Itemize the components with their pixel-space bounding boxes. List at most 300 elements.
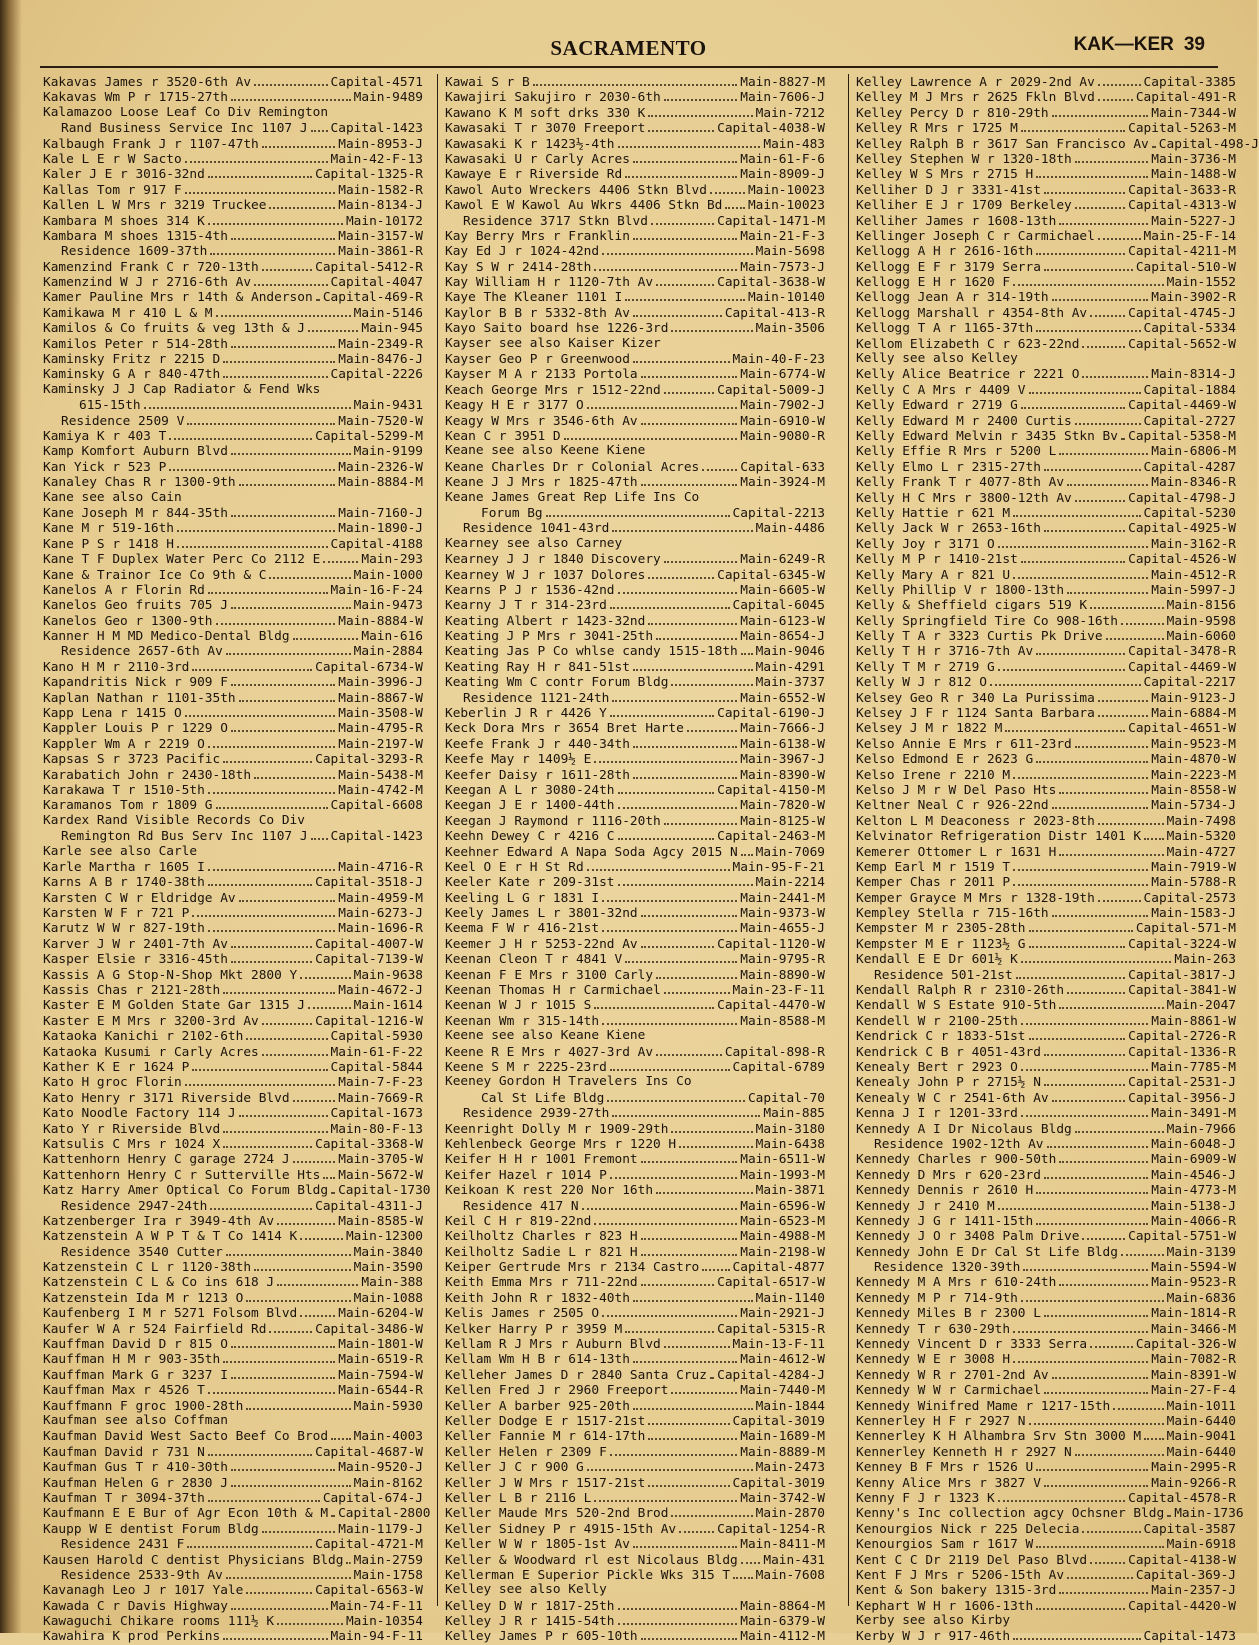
listing-phone: Main-2047 — [1166, 998, 1236, 1014]
listing-entry — [856, 1398, 1236, 1413]
dot-leader — [323, 551, 358, 563]
dot-leader — [187, 413, 335, 425]
dot-leader — [169, 459, 335, 471]
listing-phone: Main-6605-W — [740, 582, 825, 598]
listing-name: Kenny Alice Mrs r 3827 V — [856, 1475, 1041, 1491]
listing-entry — [856, 105, 1236, 120]
dot-leader — [169, 428, 312, 440]
listing-entry — [43, 182, 423, 197]
dot-leader — [1044, 259, 1133, 271]
listing-entry — [445, 920, 825, 935]
listing-name: Keikoan K rest 220 Nor 16th — [445, 1183, 654, 1199]
book-binding-edge — [0, 0, 22, 1633]
dot-leader — [1075, 197, 1125, 209]
listing-entry — [445, 936, 825, 951]
dot-leader — [1036, 1213, 1148, 1225]
listing-phone: Capital-70 — [747, 1090, 825, 1106]
dot-leader — [185, 182, 336, 194]
dot-leader — [1052, 797, 1149, 809]
listing-phone: Capital-3633-R — [1128, 182, 1236, 198]
listing-phone: Main-27-F-4 — [1151, 1383, 1236, 1399]
listing-entry — [445, 259, 825, 274]
dot-leader — [231, 1336, 335, 1348]
header-rule — [40, 66, 1218, 68]
listing-phone: Main-2759 — [353, 1552, 423, 1568]
listing-name: Keane Charles Dr r Colonial Acres — [445, 459, 700, 475]
listing-entry — [856, 474, 1236, 489]
listing-phone: Main-3508-W — [338, 706, 423, 722]
listing-entry — [43, 474, 423, 489]
listing-entry — [43, 997, 423, 1012]
listing-name: Kerby W J r 917-46th — [856, 1629, 1011, 1645]
listing-name: Kayser see also Kaiser Kizer — [445, 335, 661, 351]
listing-name: Kakavas James r 3520-6th Av — [43, 75, 252, 90]
listing-entry — [445, 182, 825, 197]
listing-entry — [445, 351, 825, 366]
listing-entry — [445, 336, 825, 351]
listing-name: Kearney see also Carney — [445, 535, 623, 551]
listing-entry — [856, 382, 1236, 397]
listing-phone: Main-3902-R — [1151, 290, 1236, 306]
dot-leader — [1121, 1244, 1164, 1256]
dot-leader — [1075, 736, 1149, 748]
listing-name: Kelly Edward r 2719 G — [856, 398, 1018, 414]
listing-entry — [43, 551, 423, 566]
listing-phone: Capital-1336-R — [1128, 1044, 1236, 1060]
listing-name: Kendrick C B r 4051-43rd — [856, 1044, 1041, 1060]
dot-leader — [216, 305, 351, 317]
listing-name: Kay S W r 2414-28th — [445, 259, 592, 275]
listing-name: Kamiya K r 403 T — [43, 428, 167, 444]
dot-leader — [144, 397, 351, 409]
listing-entry — [856, 89, 1236, 104]
listing-phone: Capital-4687-W — [315, 1444, 423, 1460]
listing-name: Kennedy A I Dr Nicolaus Bldg — [856, 1121, 1072, 1137]
listing-entry — [445, 1582, 825, 1597]
dot-leader — [223, 351, 335, 363]
listing-entry — [43, 1121, 423, 1136]
listing-phone: Main-2223-M — [1151, 767, 1236, 783]
dot-leader — [231, 674, 335, 686]
listing-name: Kellogg T A r 1165-37th — [856, 321, 1034, 337]
listing-entry — [43, 197, 423, 212]
dot-leader — [633, 1351, 737, 1363]
listing-phone: Capital-4047 — [330, 275, 423, 291]
dot-leader — [1082, 1228, 1125, 1240]
listing-name: Residence 2533-9th Av — [61, 1567, 223, 1583]
listing-phone: Main-1801-W — [338, 1337, 423, 1353]
dot-leader — [602, 243, 753, 255]
listing-name: Remington Rd Bus Serv Inc 1107 J — [61, 829, 308, 845]
listing-name: Keegan J Raymond r 1116-20th — [445, 813, 661, 829]
listing-phone: Main-8390-W — [740, 767, 825, 783]
listing-name: Kelsey J F r 1124 Santa Barbara — [856, 706, 1095, 722]
listing-name: Keifer Hazel r 1014 P — [445, 1167, 607, 1183]
listing-phone: Main-3736-M — [1151, 151, 1236, 167]
dot-leader — [246, 1290, 350, 1302]
dot-leader — [208, 859, 335, 871]
listing-phone: Main-1011 — [1166, 1398, 1236, 1414]
listing-name: Keane J J Mrs r 1825-47th — [445, 475, 638, 491]
dot-leader — [1098, 813, 1164, 825]
dot-leader — [687, 720, 737, 732]
listing-phone: Main-9523-R — [1151, 1275, 1236, 1291]
listing-phone: Capital-4469-W — [1128, 659, 1236, 675]
dot-leader — [1013, 274, 1164, 286]
dot-leader — [223, 366, 327, 378]
listing-phone: Capital-3518-J — [315, 875, 423, 891]
dot-leader — [656, 1044, 722, 1056]
listing-name: Kelley James P r 605-10th — [445, 1629, 638, 1645]
listing-phone: Capital-6563-W — [315, 1583, 423, 1599]
listing-name: Keegan J E r 1400-44th — [445, 798, 615, 814]
listing-phone: Capital-2800 — [338, 1506, 431, 1522]
listing-phone: Main-3705-W — [338, 1152, 423, 1168]
listing-name: Kapandritis Nick r 909 F — [43, 675, 228, 691]
dot-leader — [610, 597, 730, 609]
listing-phone: Main-1696-R — [338, 921, 423, 937]
listing-entry — [445, 751, 825, 766]
listing-entry — [856, 1505, 1244, 1522]
listing-phone: Main-9080-R — [740, 428, 825, 444]
listing-name: Kaminsky G A r 840-47th — [43, 367, 221, 383]
listing-phone: Capital-3368-W — [315, 1136, 423, 1152]
listing-entry — [856, 982, 1236, 997]
listing-phone: Main-8346-R — [1151, 475, 1236, 491]
listing-phone: Capital-3385 — [1143, 75, 1236, 90]
listing-phone: Main-5698 — [755, 244, 825, 260]
dot-leader — [1013, 1321, 1148, 1333]
dot-leader — [741, 1552, 761, 1564]
listing-name: Kennedy Dennis r 2610 H — [856, 1183, 1034, 1199]
listing-entry — [445, 1321, 825, 1336]
dot-leader — [594, 751, 737, 763]
dot-leader — [1044, 1074, 1125, 1086]
listing-name: Kawaye E r Riverside Rd — [445, 167, 623, 183]
dot-leader — [1013, 859, 1148, 871]
listing-name: Residence 1041-43rd — [463, 521, 610, 537]
listing-name: Kamikawa M r 410 L & M — [43, 305, 213, 321]
listing-name: Kataoka Kanichi r 2102-6th — [43, 1029, 244, 1045]
listing-phone: Capital-4211-M — [1128, 244, 1236, 260]
dot-leader — [254, 274, 328, 286]
listing-entry — [43, 74, 423, 89]
dot-leader — [1098, 89, 1133, 101]
listing-name: Residence 1320-39th — [874, 1260, 1021, 1276]
listing-name: Kelleher James D r 2840 Santa Cruz — [445, 1367, 707, 1383]
listing-name: Kellogg Jean A r 314-19th — [856, 290, 1049, 306]
listing-entry — [445, 613, 825, 628]
listing-name: Keil C H r 819-22nd — [445, 1213, 592, 1229]
listing-phone: Main-16-F-24 — [330, 582, 423, 598]
listing-name: Kelley M J Mrs r 2625 Fkln Blvd — [856, 90, 1095, 106]
dot-leader — [1013, 767, 1148, 779]
listing-name: Keeler Kate r 209-31st — [445, 875, 615, 891]
listing-phone: Main-7440-M — [740, 1383, 825, 1399]
dot-leader — [633, 305, 722, 317]
listing-entry — [856, 1059, 1236, 1074]
dot-leader — [269, 197, 335, 209]
listing-entry — [445, 1428, 825, 1443]
dot-leader — [1005, 720, 1125, 732]
listing-entry — [445, 905, 825, 920]
listing-phone: Main-3157-W — [338, 228, 423, 244]
listing-entry — [856, 767, 1236, 782]
listing-phone: Capital-5263-M — [1128, 121, 1236, 137]
listing-entry — [445, 1167, 825, 1182]
listing-name: Kennedy T r 630-29th — [856, 1321, 1011, 1337]
listing-entry — [856, 228, 1236, 243]
listing-phone: Main-9266-R — [1151, 1475, 1236, 1491]
listing-phone: Main-7785-M — [1151, 1060, 1236, 1075]
listing-name: Kendall Ralph R r 2310-26th — [856, 983, 1065, 999]
listing-phone: Main-2995-R — [1151, 1460, 1236, 1476]
dot-leader — [1021, 1059, 1148, 1071]
listing-entry — [43, 1475, 423, 1490]
listing-entry — [445, 551, 825, 566]
listing-entry — [43, 1628, 423, 1643]
listing-entry — [43, 797, 423, 812]
listing-entry — [445, 1136, 825, 1151]
listing-phone: Capital-5358-M — [1128, 428, 1236, 444]
listing-phone: Main-1689-M — [740, 1429, 825, 1445]
listing-entry — [43, 1259, 423, 1274]
listing-name: Keagy W Mrs r 3546-6th Av — [445, 413, 638, 429]
listing-phone: Main-293 — [361, 552, 423, 568]
dot-leader — [308, 997, 351, 1009]
listing-entry — [856, 705, 1236, 720]
listing-name: 615-15th — [79, 398, 141, 414]
dot-leader — [648, 1428, 737, 1440]
listing-phone: Main-2214 — [755, 875, 825, 891]
listing-phone: Main-74-F-11 — [330, 1598, 423, 1614]
listing-name: Kamenzind Frank C r 720-13th — [43, 259, 259, 275]
listing-name: Kallas Tom r 917 F — [43, 182, 182, 198]
listing-name: Kennerley H F r 2927 N — [856, 1413, 1026, 1429]
listing-entry — [856, 828, 1236, 843]
listing-name: Katzenstein A W P T & T Co 1414 K — [43, 1229, 298, 1245]
listing-entry — [856, 1459, 1236, 1474]
listing-phone: Main-7594-W — [338, 1367, 423, 1383]
dot-leader — [641, 366, 738, 378]
dot-leader — [633, 351, 730, 363]
listing-entry — [445, 136, 825, 151]
listing-name: Kane P S r 1418 H — [43, 536, 174, 552]
listing-name: Kenealy Bert r 2923 O — [856, 1060, 1018, 1075]
listing-phone: Main-95-F-21 — [732, 859, 825, 875]
listing-entry — [856, 628, 1236, 643]
listing-phone: Main-9520-J — [338, 1460, 423, 1476]
listing-phone: Main-7919-W — [1151, 859, 1236, 875]
listing-entry — [43, 1244, 423, 1259]
dot-leader — [185, 1074, 336, 1086]
listing-entry — [856, 874, 1236, 889]
listing-entry — [856, 659, 1236, 674]
listing-entry — [445, 443, 825, 458]
listing-phone: Main-1488-W — [1151, 167, 1236, 183]
listing-phone: Main-6884-M — [1151, 706, 1236, 722]
listing-name: Kemerer Ottomer L r 1631 H — [856, 844, 1057, 860]
listing-entry — [445, 813, 825, 828]
dot-leader — [269, 1321, 312, 1333]
listing-name: Kennedy Miles B r 2300 L — [856, 1306, 1041, 1322]
listing-entry — [43, 1290, 423, 1305]
listing-phone: Main-5997-J — [1151, 582, 1236, 598]
listing-entry — [856, 905, 1236, 920]
listing-name: Kapp Lena r 1415 O — [43, 706, 182, 722]
listing-name: Kendall E E Dr 601½ K — [856, 952, 1018, 968]
listing-entry — [43, 289, 423, 304]
listing-name: Kellinger Joseph C r Carmichael — [856, 228, 1095, 244]
listing-name: Kelly Edward M r 2400 Curtis — [856, 413, 1072, 429]
listing-name: Kane & Trainor Ice Co 9th & C — [43, 567, 267, 583]
listing-phone: Main-8558-W — [1151, 782, 1236, 798]
listing-name: Kennedy Charles r 900-50th — [856, 1152, 1057, 1168]
listing-name: Kauffman Mark G r 3237 I — [43, 1367, 228, 1383]
listing-name: Kennedy J O r 3408 Palm Drive — [856, 1229, 1080, 1245]
dot-leader — [223, 1136, 312, 1148]
listing-phone: Main-9373-W — [740, 906, 825, 922]
listing-name: Katzenberger Ira r 3949-4th Av — [43, 1213, 275, 1229]
listing-entry — [445, 1505, 825, 1520]
listing-entry — [43, 1382, 423, 1397]
dot-leader — [1082, 366, 1148, 378]
listing-name: Residence 417 N — [463, 1198, 579, 1214]
listing-entry — [445, 582, 825, 597]
listing-entry — [445, 1521, 825, 1536]
listing-phone: Main-3139 — [1166, 1244, 1236, 1260]
listing-entry — [856, 166, 1236, 181]
listing-name: Keller Sidney P r 4915-15th Av — [445, 1521, 677, 1537]
dot-leader — [1075, 151, 1149, 163]
listing-name: Karle Martha r 1605 I — [43, 859, 205, 875]
listing-entry — [856, 951, 1236, 966]
listing-entry — [445, 1044, 825, 1059]
dot-leader — [587, 859, 730, 871]
listing-entry — [445, 1028, 825, 1043]
listing-phone: Capital-2531-J — [1128, 1075, 1236, 1091]
listing-name: Kelliher James r 1608-13th — [856, 213, 1057, 229]
listing-name: Kemp Earl M r 1519 T — [856, 859, 1011, 875]
listing-entry — [43, 967, 423, 982]
listing-phone: Main-2198-W — [740, 1244, 825, 1260]
listing-entry — [43, 1182, 431, 1199]
listing-entry — [856, 1213, 1236, 1228]
listing-name: Kavanagh Leo J r 1017 Yale — [43, 1583, 244, 1599]
dot-leader — [1036, 320, 1140, 332]
listing-entry — [445, 782, 825, 797]
listing-entry — [856, 320, 1236, 335]
listing-entry — [43, 1274, 423, 1289]
listing-phone: Main-1088 — [353, 1290, 423, 1306]
dot-leader — [633, 736, 737, 748]
listing-phone: Capital-1120-W — [717, 936, 825, 952]
listing-phone: Capital-4798-J — [1128, 490, 1236, 506]
listing-name: Kendrick C r 1833-51st — [856, 1029, 1026, 1045]
listing-phone: Main-3162-R — [1151, 536, 1236, 552]
listing-entry — [856, 289, 1236, 304]
dot-leader — [223, 1351, 335, 1363]
listing-entry — [856, 1290, 1236, 1305]
listing-name: Kanner H M MD Medico-Dental Bldg — [43, 629, 290, 645]
listing-phone: Main-42-F-13 — [330, 151, 423, 167]
listing-name: Kane see also Cain — [43, 489, 182, 505]
listing-phone: Capital-1325-R — [315, 167, 423, 183]
listing-name: Kelly T H r 3716-7th Av — [856, 644, 1034, 660]
listing-entry — [43, 1151, 423, 1166]
listing-phone: Main-3180 — [755, 1121, 825, 1137]
dot-leader — [1144, 1428, 1164, 1440]
listing-phone: Main-6440 — [1166, 1444, 1236, 1460]
listing-phone: Main-3742-W — [740, 1490, 825, 1506]
listing-entry — [856, 920, 1236, 935]
listing-entry — [856, 1521, 1236, 1536]
listing-phone: Main-7160-J — [338, 505, 423, 521]
listing-name: Kane Joseph M r 844-35th — [43, 505, 228, 521]
listing-name: Kanaley Chas R r 1300-9th — [43, 475, 236, 491]
listing-name: Kelly Jack W r 2653-16th — [856, 521, 1041, 537]
dot-leader — [208, 736, 335, 748]
listing-phone: Capital-6608 — [330, 798, 423, 814]
listing-entry — [43, 690, 423, 705]
listing-phone: Main-8314-J — [1151, 367, 1236, 383]
listing-name: Kellam R J Mrs r Auburn Blvd — [445, 1337, 661, 1353]
listing-name: Kennedy W R r 2701-2nd Av — [856, 1367, 1049, 1383]
listing-name: Kempster M E r 1123½ G — [856, 936, 1026, 952]
listing-name: Kaplan Nathan r 1101-35th — [43, 690, 236, 706]
listing-phone: Main-945 — [361, 321, 423, 337]
dot-leader — [1098, 890, 1141, 902]
listing-phone: Main-5672-W — [338, 1167, 423, 1183]
listing-name: Kauffman David D r 815 O — [43, 1337, 228, 1353]
dot-leader — [1067, 982, 1125, 994]
listing-phone: Main-40-F-23 — [732, 352, 825, 368]
listing-entry — [43, 613, 423, 628]
listing-phone: Capital-4138-W — [1128, 1552, 1236, 1568]
dot-leader — [618, 582, 738, 594]
listing-phone: Main-2884 — [353, 644, 423, 660]
dot-leader — [641, 1628, 738, 1640]
listing-entry — [445, 1628, 825, 1643]
dot-leader — [216, 613, 336, 625]
listing-phone: Capital-1423 — [330, 829, 423, 845]
listing-name: Kamenzind W J r 2716-6th Av — [43, 275, 252, 291]
listing-name: Kardex Rand Visible Records Co Div — [43, 812, 305, 828]
listing-name: Kelley D W r 1817-25th — [445, 1598, 615, 1614]
listing-phone: Main-6249-R — [740, 552, 825, 568]
dot-leader — [1113, 1398, 1163, 1410]
dot-leader — [1036, 1459, 1148, 1471]
listing-name: Katsulis C Mrs r 1024 X — [43, 1136, 221, 1152]
listing-name: Kelly W J r 812 O — [856, 675, 987, 691]
listing-entry — [856, 197, 1236, 212]
dot-leader — [625, 166, 737, 178]
listing-entry — [43, 705, 423, 720]
listing-entry — [445, 1259, 825, 1274]
listing-entry — [43, 1398, 423, 1413]
listing-phone: Main-7344-W — [1151, 105, 1236, 121]
listing-entry — [43, 428, 423, 443]
dot-leader — [187, 1536, 312, 1548]
listing-name: Kanelos A r Florin Rd — [43, 582, 205, 598]
listing-phone: Main-12300 — [345, 1229, 423, 1245]
listing-entry — [445, 1121, 825, 1136]
listing-entry — [445, 828, 825, 843]
dot-leader — [1090, 1336, 1133, 1348]
listing-phone: Main-263 — [1174, 952, 1236, 968]
listing-name: Kempster M r 2305-28th — [856, 921, 1026, 937]
dot-leader — [1044, 459, 1141, 471]
